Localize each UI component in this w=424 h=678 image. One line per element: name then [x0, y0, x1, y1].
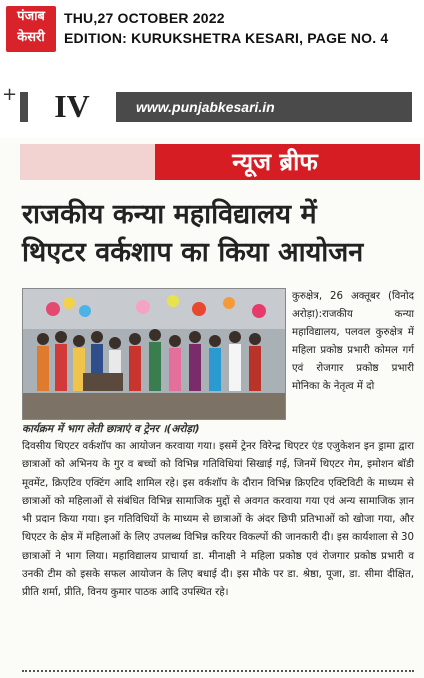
headline-line-1: राजकीय कन्या महाविद्यालय में: [22, 199, 317, 230]
punjab-kesari-logo: [6, 6, 56, 52]
news-article: [0, 138, 424, 678]
column-divider: [22, 670, 414, 678]
group-photo-image: [23, 289, 285, 419]
edition-meta: [64, 8, 388, 48]
headline-line-2: थिएटर वर्कशाप का किया आयोजन: [22, 237, 364, 268]
logo-line-2: केसरी: [17, 30, 45, 45]
photo-caption: कार्यक्रम में भाग लेती छात्राएं व ट्रेनर ।(अरोड़ा): [22, 423, 200, 435]
article-headline: [22, 196, 418, 272]
masthead: [0, 0, 424, 58]
website-link[interactable]: www.punjabkesari.in: [136, 99, 275, 115]
crop-mark-icon: +: [2, 84, 18, 105]
page-numeral: IV: [28, 88, 116, 122]
article-photo: [22, 288, 286, 420]
logo-line-1: पंजाब: [17, 9, 45, 24]
section-label-accent: [20, 144, 155, 180]
edition-line: EDITION: KURUKSHETRA KESARI, PAGE NO. 4: [64, 30, 389, 46]
article-body: दिवसीय थिएटर वर्कशॉप का आयोजन करवाया गया। इसमें ट्रेनर विरेन्द्र थिएटर एंड एजुकेशन इन ड्रामा द्वारा छात्राओं को अभिनय के गुर व बच्चों को विभिन्न गतिविधियां सिखाई गई, जिनमें थिएटर गेम, इमोशन बॉडी मूवमेंट, क्रिएटिव एक्टिंग आदि शामिल रहे। इस वर्कशॉप के दौरान विभिन्न क्रिएटिव एक्टिविटी के माध्यम से छात्राओं को महिलाओं से संबंधित विभिन्न सामाजिक मुद्दों से अवगत करवाया गया एवं अन्य सामाजिक ज्ञान भी प्रदान किया गया। इन गतिविधियों के माध्यम से छात्राओं के अंदर छिपी प्रतिभाओं को खोजा गया, और थिएटर के क्षेत्र में महिलाओं के लिए उपलब्ध विभिन्न करियर विकल्पों की जानकारी दी। इस कार्यशाला से 30 छात्राओं ने भाग लिया। महाविद्यालय प्राचार्या डा. मीनाक्षी ने महिला प्रकोष्ठ एवं रोजगार प्रकोष्ठ प्रभारी व उनकी टीम को इसके सफल आयोजन के लिए बधाई दी। इस मौके पर डा. श्रेष्ठा, पूजा, डा. सीमा दीक्षित, प्रीति शर्मा, प्रीति, विनय कुमार पाठक आदि उपस्थित रहे।: [22, 441, 414, 599]
date-line: THU,27 OCTOBER 2022: [64, 10, 225, 26]
section-label: न्यूज ब्रीफ: [232, 148, 318, 176]
article-lead: कुरुक्षेत्र, 26 अक्तूबर (विनोद अरोड़ा):राजकीय कन्या महाविद्यालय, पलवल कुरुक्षेत्र में महिला प्रकोष्ठ प्रभारी कोमल गर्ग एवं रोजगार प्रकोष्ठ प्रभारी मोनिका के नेतृत्व में दो: [292, 291, 414, 392]
